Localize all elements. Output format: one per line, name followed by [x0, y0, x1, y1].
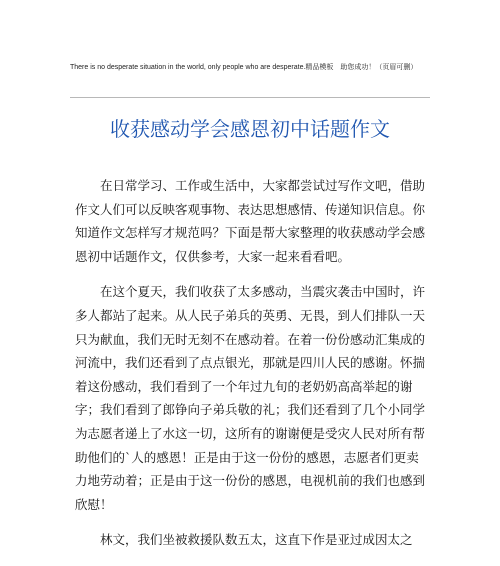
document-body: [75, 174, 425, 564]
paragraph-intro: 在日常学习、工作或生活中，大家都尝试过写作文吧，借助作文人们可以反映客观事物、表达思想感情、传递知识信息。你知道作文怎样写才规范吗？下面是帮大家整理的收获感动学会感恩初中话题作文，仅供参考，大家一起来看看吧。: [75, 178, 426, 264]
paragraph-summer: 在这个夏天，我们收获了太多感动，当震灾袭击中国时，许多人都站了起来。从人民子弟兵的英勇、无畏，到人们排队一天只为献血，我们无时无刻不在感动着。在着一份份感动汇集成的河流中，我们还看到了点点银光，那就是四川人民的感谢。怀揣着这份感动，我们看到了一个年过九旬的老奶奶高高举起的谢字；我们看到了郎铮向子弟兵敬的礼；我们还看到了几个小同学为志愿者递上了水这一切，这所有的谢谢便是受灾人民对所有帮助他们的`人的感恩！正是由于这一份份的感恩，志愿者们更卖力地劳动着；正是由于这一份份的感恩，电视机前的我们也感到欣慰！: [75, 284, 426, 512]
header-divider: [70, 97, 430, 98]
document-title: 收获感动学会感恩初中话题作文: [110, 117, 390, 141]
paragraph-partial: 林文，我们坐被救援队数五太，这直下作是亚过成因太之: [100, 532, 413, 548]
page-header: There is no desperate situation in the world, only people who are desperate.精品模板 助您成功！（页眉可删）: [70, 64, 418, 71]
